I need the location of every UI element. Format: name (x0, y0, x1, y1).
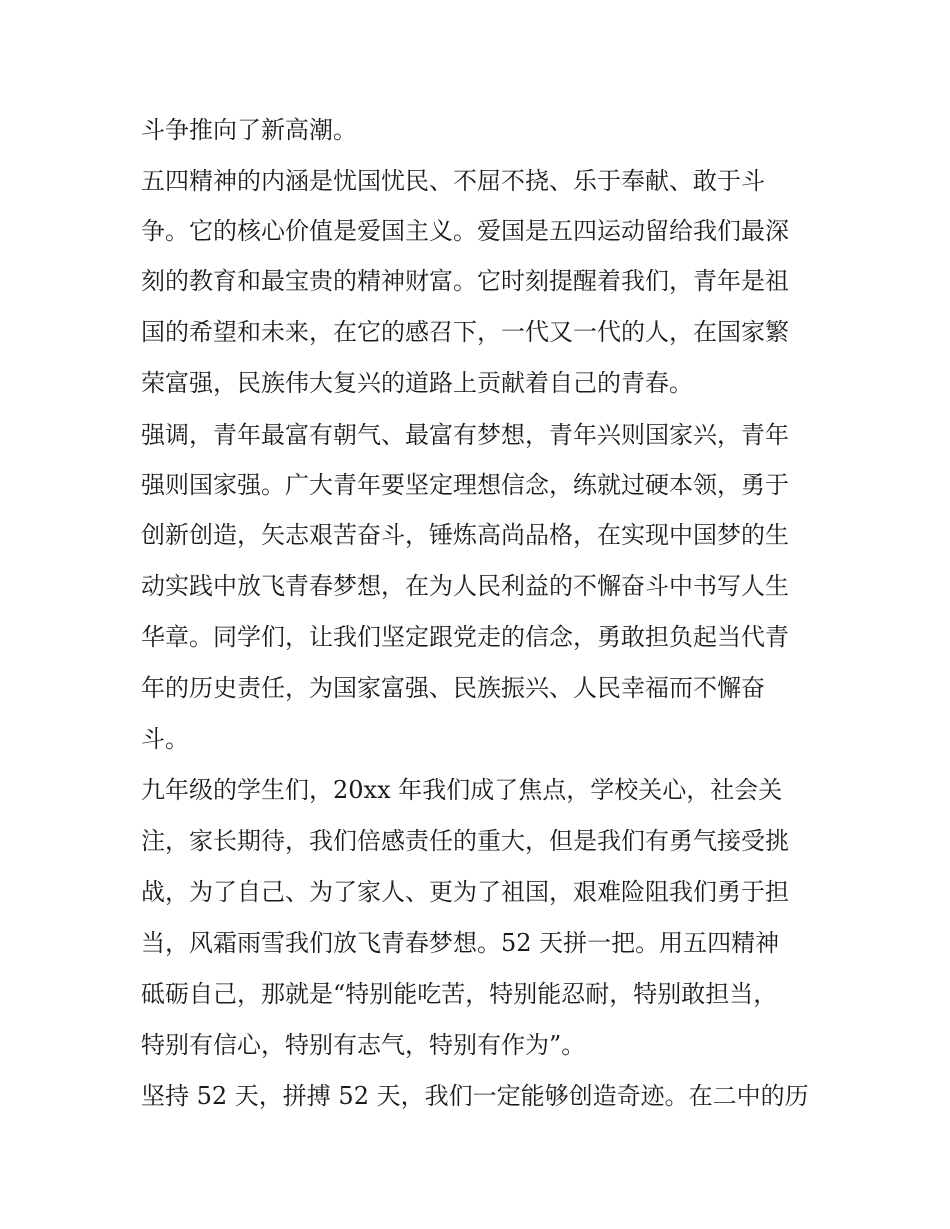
text-line: 动实践中放飞青春梦想，在为人民利益的不懈奋斗中书写人生 (141, 572, 789, 600)
text-line: 坚持 52 天，拼搏 52 天，我们一定能够创造奇迹。在二中的历 (141, 1082, 809, 1110)
text-line: 荣富强，民族伟大复兴的道路上贡献着自己的青春。 (141, 369, 693, 397)
text-line: 强调，青年最富有朝气、最富有梦想，青年兴则国家兴，青年 (141, 421, 789, 449)
text-line: 特别有信心，特别有志气，特别有作为”。 (141, 1031, 586, 1059)
text-line: 当，风霜雨雪我们放飞青春梦想。52 天拼一把。用五四精神 (141, 929, 780, 957)
text-line: 华章。同学们，让我们坚定跟党走的信念，勇敢担负起当代青 (141, 623, 789, 651)
text-line: 五四精神的内涵是忧国忧民、不屈不挠、乐于奉献、敢于斗 (141, 167, 765, 195)
text-line: 九年级的学生们，20xx 年我们成了焦点，学校关心，社会关 (141, 776, 783, 804)
text-line: 斗。 (141, 725, 189, 753)
text-line: 创新创造，矢志艰苦奋斗，锤炼高尚品格，在实现中国梦的生 (141, 521, 789, 549)
text-line: 战，为了自己、为了家人、更为了祖国，艰难险阻我们勇于担 (141, 878, 789, 906)
text-line: 砥砺自己，那就是“特别能吃苦，特别能忍耐，特别敢担当， (141, 980, 778, 1008)
text-line: 注，家长期待，我们倍感责任的重大，但是我们有勇气接受挑 (141, 827, 789, 855)
text-line: 年的历史责任，为国家富强、民族振兴、人民幸福而不懈奋 (141, 674, 765, 702)
text-line: 刻的教育和最宝贵的精神财富。它时刻提醒着我们，青年是祖 (141, 267, 789, 295)
text-line: 国的希望和未来，在它的感召下，一代又一代的人，在国家繁 (141, 318, 789, 346)
text-line: 强则国家强。广大青年要坚定理想信念，练就过硬本领，勇于 (141, 471, 789, 499)
text-line: 争。它的核心价值是爱国主义。爱国是五四运动留给我们最深 (141, 217, 789, 245)
text-line: 斗争推向了新高潮。 (141, 116, 357, 144)
